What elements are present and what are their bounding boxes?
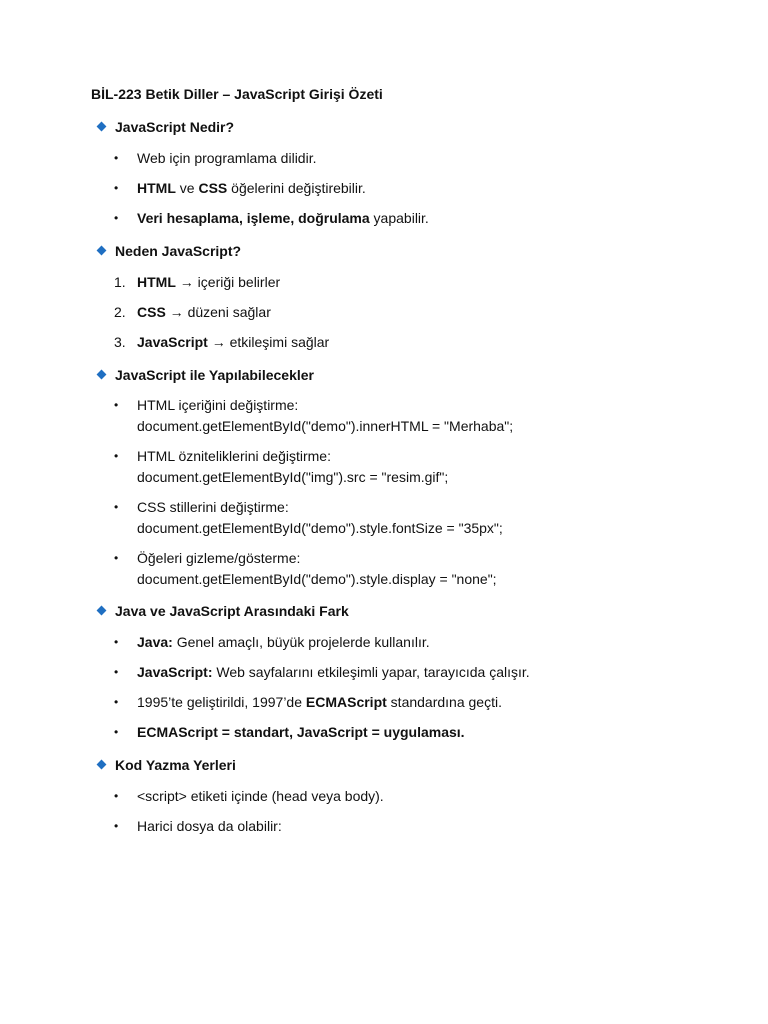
list-item-text: <script> etiketi içinde (head veya body). (137, 788, 384, 804)
item-number: 1. (114, 274, 126, 290)
bullet-icon: • (114, 695, 119, 709)
diamond-icon (97, 122, 107, 132)
list-item-text: CSS → düzeni sağlar (137, 304, 271, 320)
bullet-icon: • (114, 551, 119, 565)
list-item-text: JavaScript: Web sayfalarını etkileşimli yapar, tarayıcıda çalışır. (137, 664, 530, 680)
list-item-text: 1995’te geliştirildi, 1997’de ECMAScript standardına geçti. (137, 694, 502, 710)
list-item-text: Harici dosya da olabilir: (137, 818, 282, 834)
section-heading-text: Kod Yazma Yerleri (115, 757, 236, 773)
bullet-icon: • (114, 211, 119, 225)
section-heading (97, 756, 737, 774)
diamond-icon (97, 760, 107, 770)
bullet-icon: • (114, 665, 119, 679)
bullet-icon: • (114, 449, 119, 463)
section-heading (97, 602, 737, 620)
code-snippet: document.getElementById("demo").innerHTML = "Merhaba"; (137, 417, 514, 434)
bullet-icon: • (114, 398, 119, 412)
bullet-icon: • (114, 819, 119, 833)
section-java-ve-javascript-fark (97, 602, 737, 740)
bullet-icon: • (114, 181, 119, 195)
section-heading-text: JavaScript ile Yapılabilecekler (115, 367, 314, 383)
diamond-icon (97, 246, 107, 256)
list-item-text: HTML → içeriği belirler (137, 274, 281, 290)
bullet-icon: • (114, 725, 119, 739)
list-item-text: CSS stillerini değiştirme: document.getElementById("demo").style.fontSize = "35px"; (137, 497, 717, 538)
section-javascript-ile-yapilabilecekler (97, 366, 737, 587)
list-item-text: Öğeleri gizleme/gösterme: document.getElementById("demo").style.display = "none"; (137, 548, 717, 589)
section-heading (97, 242, 737, 260)
section-kod-yazma-yerleri (97, 756, 737, 834)
list-item-text: HTML ve CSS öğelerini değiştirebilir. (137, 180, 366, 196)
item-number: 2. (114, 304, 126, 320)
section-heading-text: JavaScript Nedir? (115, 119, 235, 135)
list-item-text: HTML özniteliklerini değiştirme: document.getElementById("img").src = "resim.gif"; (137, 446, 717, 487)
section-heading (97, 366, 737, 384)
section-heading-text: Neden JavaScript? (115, 243, 242, 259)
bullet-icon: • (114, 151, 119, 165)
list-item-text: ECMAScript = standart, JavaScript = uygulaması. (137, 724, 465, 740)
list-item-text: Veri hesaplama, işleme, doğrulama yapabilir. (137, 210, 429, 226)
bullet-icon: • (114, 500, 119, 514)
section-neden-javascript (97, 242, 737, 350)
section-heading-text: Java ve JavaScript Arasındaki Fark (115, 603, 349, 619)
list-item-text: HTML içeriğini değiştirme: document.getElementById("demo").innerHTML = "Merhaba"; (137, 395, 717, 436)
document-title: BİL-223 Betik Diller – JavaScript Girişi Özeti (91, 86, 383, 102)
code-snippet: document.getElementById("demo").style.fontSize = "35px"; (137, 519, 503, 536)
list-item-text: Web için programlama dilidir. (137, 150, 317, 166)
code-snippet: document.getElementById("img").src = "resim.gif"; (137, 468, 449, 485)
code-snippet: document.getElementById("demo").style.display = "none"; (137, 570, 497, 587)
section-heading (97, 118, 737, 136)
diamond-icon (97, 370, 107, 380)
list-item-text: JavaScript → etkileşimi sağlar (137, 334, 330, 350)
list-item-text: Java: Genel amaçlı, büyük projelerde kullanılır. (137, 634, 430, 650)
diamond-icon (97, 606, 107, 616)
item-number: 3. (114, 334, 126, 350)
bullet-icon: • (114, 635, 119, 649)
section-javascript-nedir (97, 118, 737, 226)
bullet-icon: • (114, 789, 119, 803)
